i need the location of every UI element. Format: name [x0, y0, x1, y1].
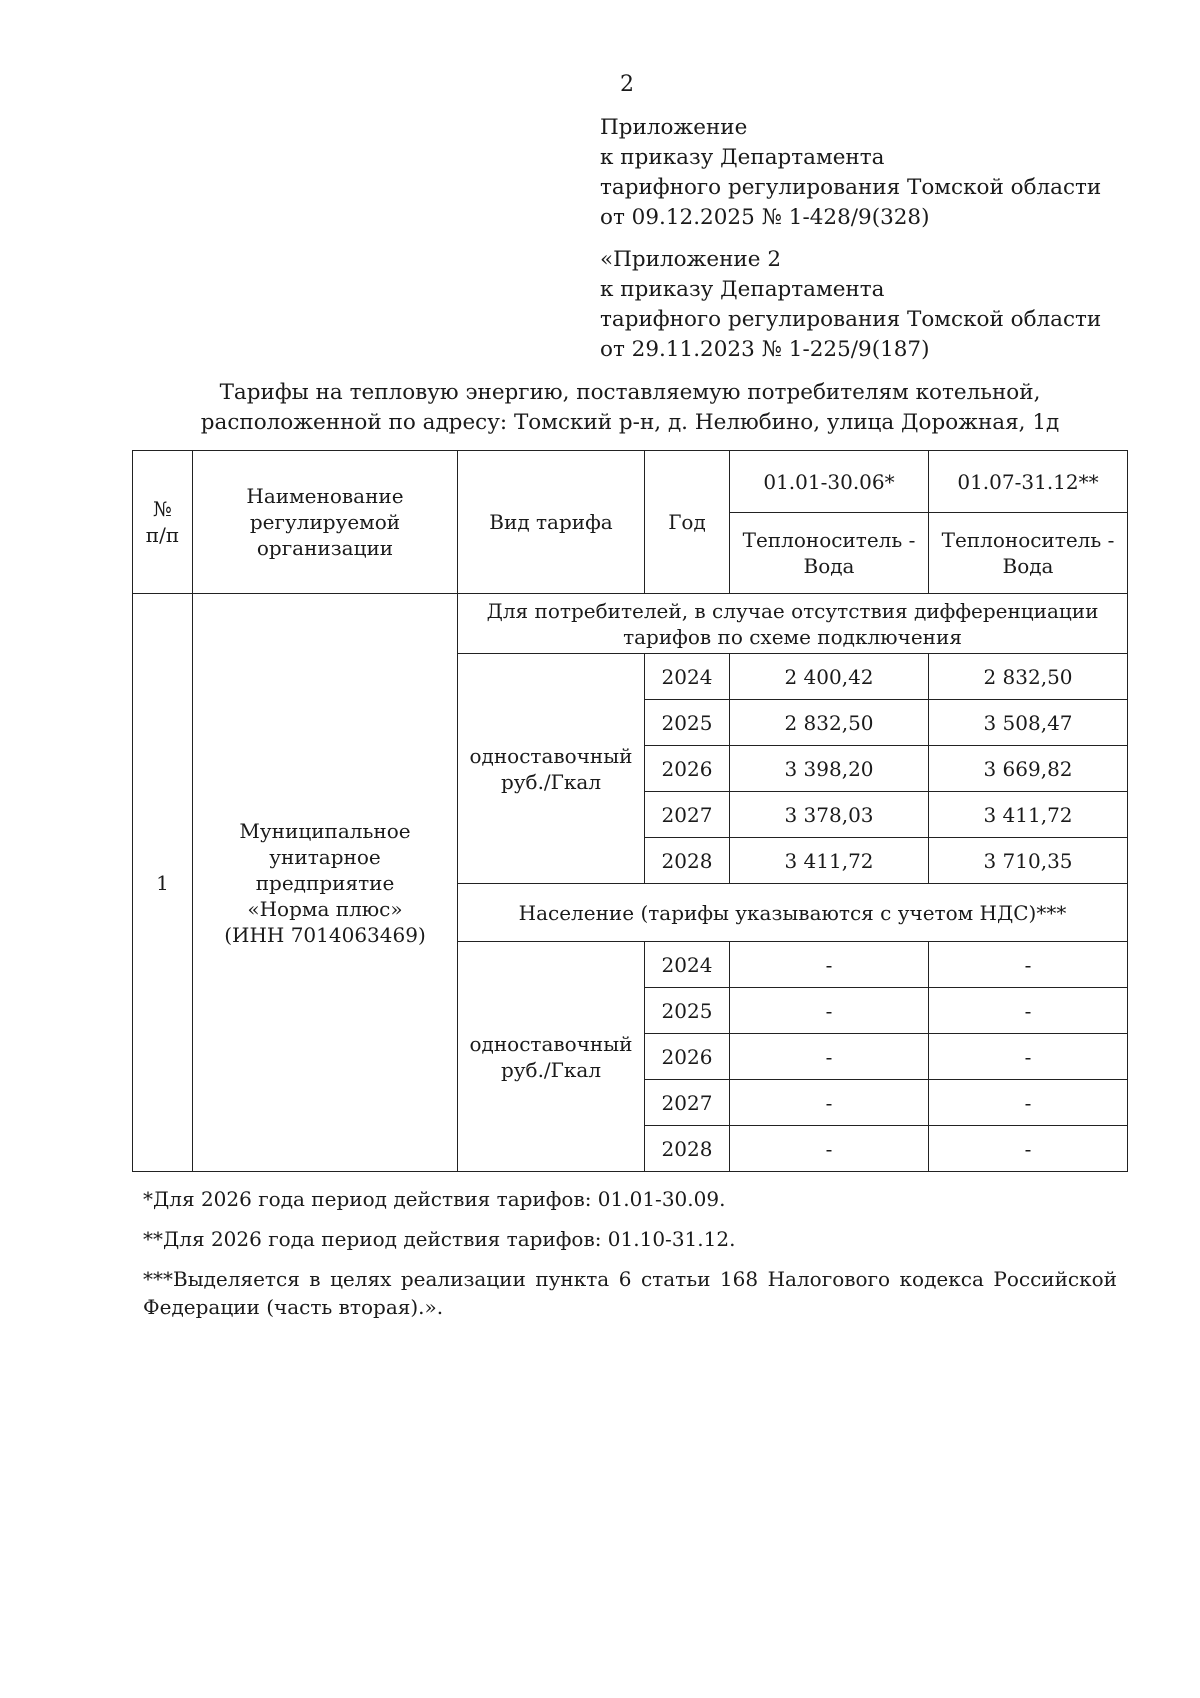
tariff-type-cell: одноставочный руб./Гкал — [458, 942, 645, 1172]
title-line: расположенной по адресу: Томский р-н, д. Нелюбино, улица Дорожная, 1д — [200, 410, 1060, 435]
appendix-line: к приказу Департамента — [600, 277, 885, 302]
value-cell: - — [929, 1126, 1128, 1172]
year-cell: 2025 — [645, 988, 730, 1034]
year-cell: 2026 — [645, 1034, 730, 1080]
page-number: 2 — [620, 72, 634, 97]
value-cell: 3 710,35 — [929, 838, 1128, 884]
value-cell: - — [730, 988, 929, 1034]
year-cell: 2028 — [645, 1126, 730, 1172]
table-header-row — [133, 451, 1128, 513]
year-cell: 2025 — [645, 700, 730, 746]
table-row — [133, 594, 1128, 654]
organization-name: Муниципальное унитарное предприятие «Норма плюс» (ИНН 7014063469) — [193, 594, 458, 1172]
title-line: Тарифы на тепловую энергию, поставляемую потребителям котельной, — [219, 380, 1041, 405]
value-cell: - — [730, 942, 929, 988]
value-cell: - — [929, 1034, 1128, 1080]
header-organization: Наименование регулируемой организации — [193, 451, 458, 594]
appendix-line: «Приложение 2 — [600, 247, 781, 272]
year-cell: 2024 — [645, 942, 730, 988]
value-cell: 2 832,50 — [730, 700, 929, 746]
footnotes — [143, 1185, 1117, 1333]
appendix-line: тарифного регулирования Томской области — [600, 175, 1102, 200]
year-cell: 2028 — [645, 838, 730, 884]
value-cell: - — [730, 1034, 929, 1080]
section-header-consumers: Для потребителей, в случае отсутствия дифференциации тарифов по схеме подключения — [458, 594, 1128, 654]
value-cell: - — [929, 942, 1128, 988]
value-cell: 3 378,03 — [730, 792, 929, 838]
value-cell: 3 411,72 — [730, 838, 929, 884]
header-year: Год — [645, 451, 730, 594]
footnote: **Для 2026 года период действия тарифов: 01.10-31.12. — [143, 1227, 736, 1251]
value-cell: - — [730, 1080, 929, 1126]
tariff-table — [132, 450, 1128, 1172]
header-period-2: 01.07-31.12** — [929, 451, 1128, 513]
appendix-line: тарифного регулирования Томской области — [600, 307, 1102, 332]
appendix-line: Приложение — [600, 115, 748, 140]
year-cell: 2026 — [645, 746, 730, 792]
value-cell: 3 411,72 — [929, 792, 1128, 838]
footnote: ***Выделяется в целях реализации пункта 6 статьи 168 Налогового кодекса Российской Федерации (часть вторая).». — [143, 1267, 1117, 1319]
year-cell: 2027 — [645, 1080, 730, 1126]
appendix-line: от 29.11.2023 № 1-225/9(187) — [600, 337, 930, 362]
year-cell: 2027 — [645, 792, 730, 838]
header-number: № п/п — [133, 451, 193, 594]
section-header-population: Население (тарифы указываются с учетом НДС)*** — [458, 884, 1128, 942]
appendix-line: от 09.12.2025 № 1-428/9(328) — [600, 205, 930, 230]
value-cell: - — [929, 1080, 1128, 1126]
value-cell: 3 398,20 — [730, 746, 929, 792]
value-cell: 3 669,82 — [929, 746, 1128, 792]
appendix-block-original — [600, 245, 1101, 365]
value-cell: 2 400,42 — [730, 654, 929, 700]
appendix-block-current — [600, 113, 1101, 233]
value-cell: 3 508,47 — [929, 700, 1128, 746]
value-cell: - — [929, 988, 1128, 1034]
footnote: *Для 2026 года период действия тарифов: 01.01-30.09. — [143, 1187, 726, 1211]
row-number: 1 — [133, 594, 193, 1172]
header-carrier-2: Теплоноситель - Вода — [929, 513, 1128, 594]
year-cell: 2024 — [645, 654, 730, 700]
header-tariff-type: Вид тарифа — [458, 451, 645, 594]
header-period-1: 01.01-30.06* — [730, 451, 929, 513]
appendix-line: к приказу Департамента — [600, 145, 885, 170]
tariff-type-cell: одноставочный руб./Гкал — [458, 654, 645, 884]
header-carrier-1: Теплоноситель - Вода — [730, 513, 929, 594]
document-title — [132, 378, 1128, 438]
value-cell: 2 832,50 — [929, 654, 1128, 700]
value-cell: - — [730, 1126, 929, 1172]
